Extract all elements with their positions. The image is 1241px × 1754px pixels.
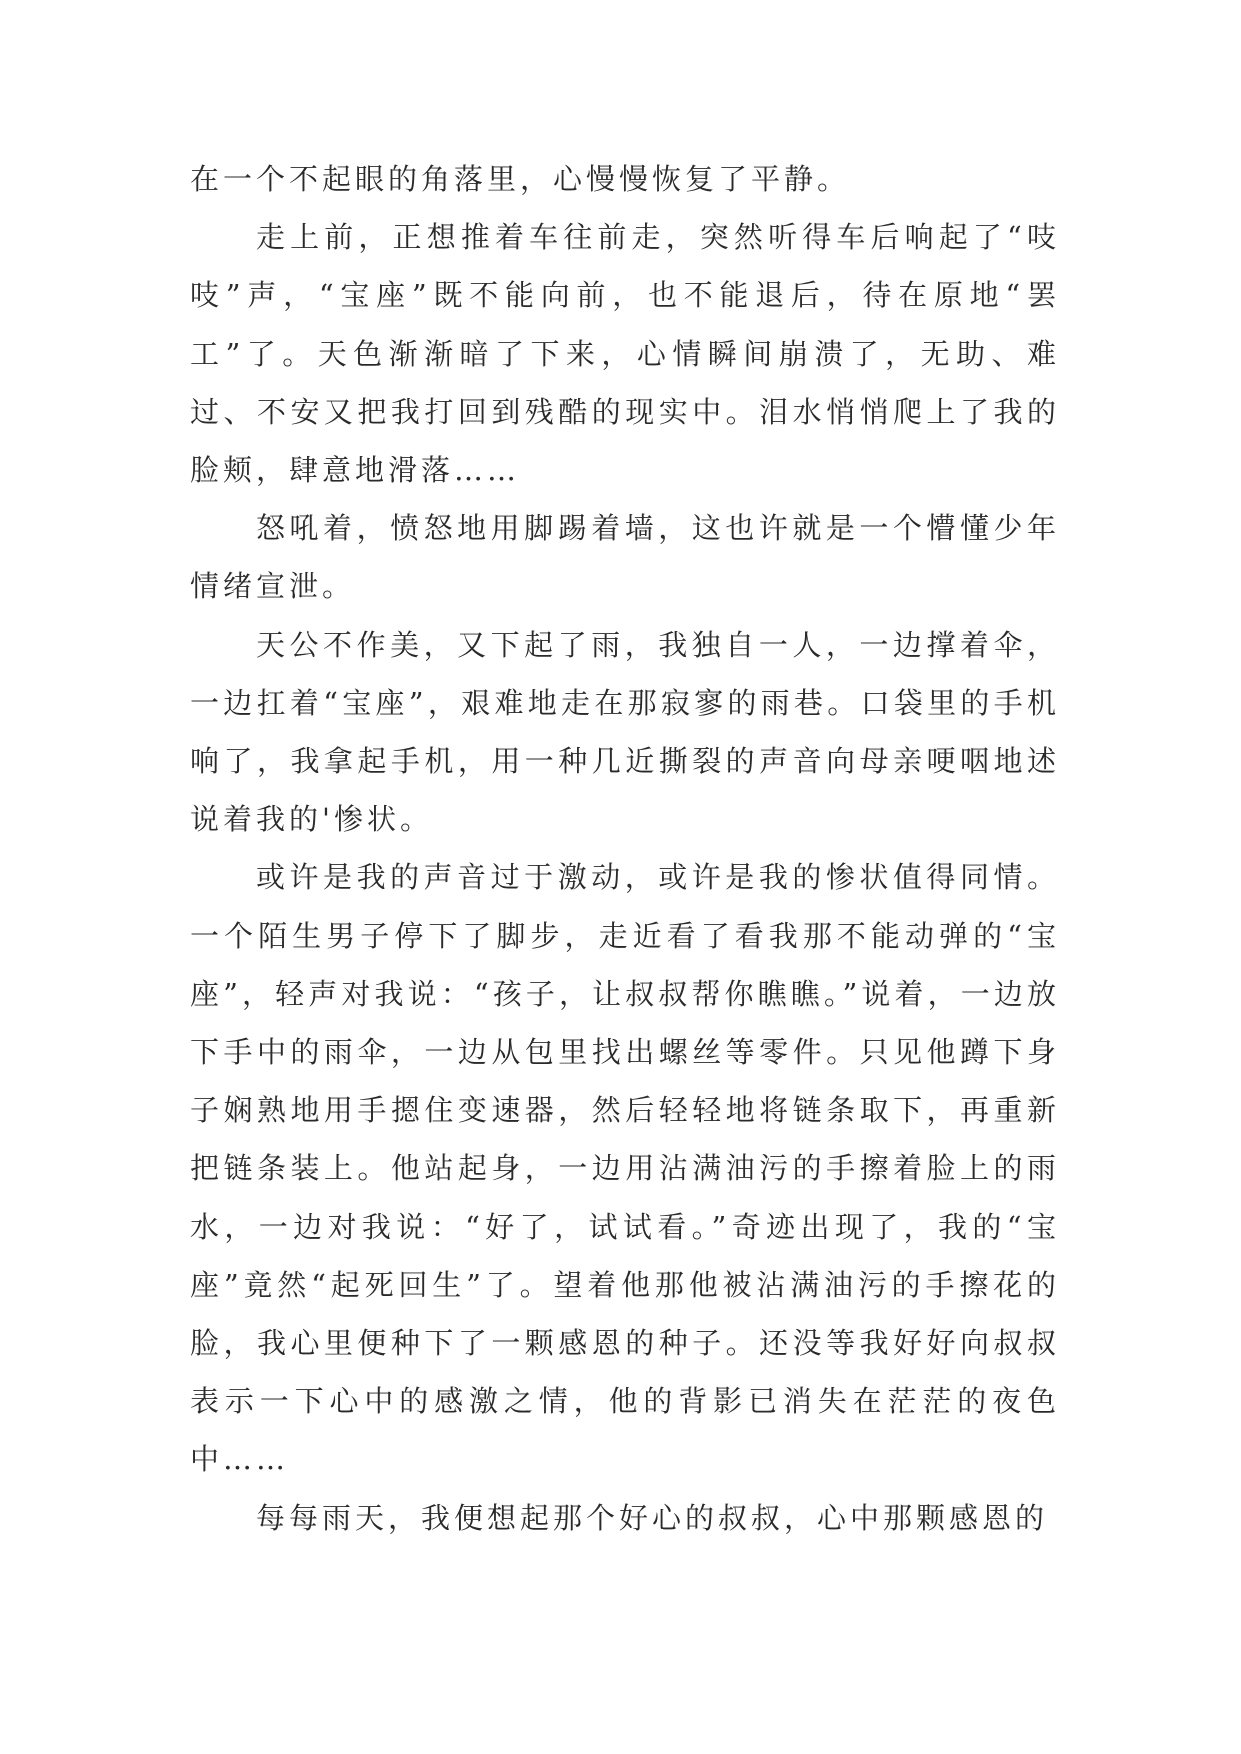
paragraph-5: 或许是我的声音过于激动，或许是我的惨状值得同情。一个陌生男子停下了脚步，走近看了看我那不能动弹的“宝座”，轻声对我说：“孩子，让叔叔帮你瞧瞧。”说着，一边放下手中的雨伞，一边从包里找出螺丝等零件。只见他蹲下身子娴熟地用手摁住变速器，然后轻轻地将链条取下，再重新把链条装上。他站起身，一边用沾满油污的手擦着脸上的雨水，一边对我说：“好了，试试看。”奇迹出现了，我的“宝座”竟然“起死回生”了。望着他那他被沾满油污的手擦花的脸，我心里便种下了一颗感恩的种子。还没等我好好向叔叔表示一下心中的感激之情，他的背影已消失在茫茫的夜色中…… (190, 860, 1060, 1477)
paragraph-3: 怒吼着，愤怒地用脚踢着墙，这也许就是一个懵懂少年情绪宣泄。 (190, 511, 1060, 604)
paragraph-2: 走上前，正想推着车往前走，突然听得车后响起了“吱吱”声，“宝座”既不能向前，也不能退后，待在原地“罢工”了。天色渐渐暗了下来，心情瞬间崩溃了，无助、难过、不安又把我打回到残酷的现实中。泪水悄悄爬上了我的脸颊，肆意地滑落…… (190, 220, 1060, 488)
paragraph-1: 在一个不起眼的角落里，心慢慢恢复了平静。 (190, 162, 851, 196)
document-body (190, 150, 1060, 1547)
paragraph-6: 每每雨天，我便想起那个好心的叔叔，心中那颗感恩的 (256, 1500, 1049, 1535)
paragraph-4: 天公不作美，又下起了雨，我独自一人，一边撑着伞，一边扛着“宝座”，艰难地走在那寂寥的雨巷。口袋里的手机响了，我拿起手机，用一种几近撕裂的声音向母亲哽咽地述说着我的'惨状。 (190, 627, 1060, 837)
